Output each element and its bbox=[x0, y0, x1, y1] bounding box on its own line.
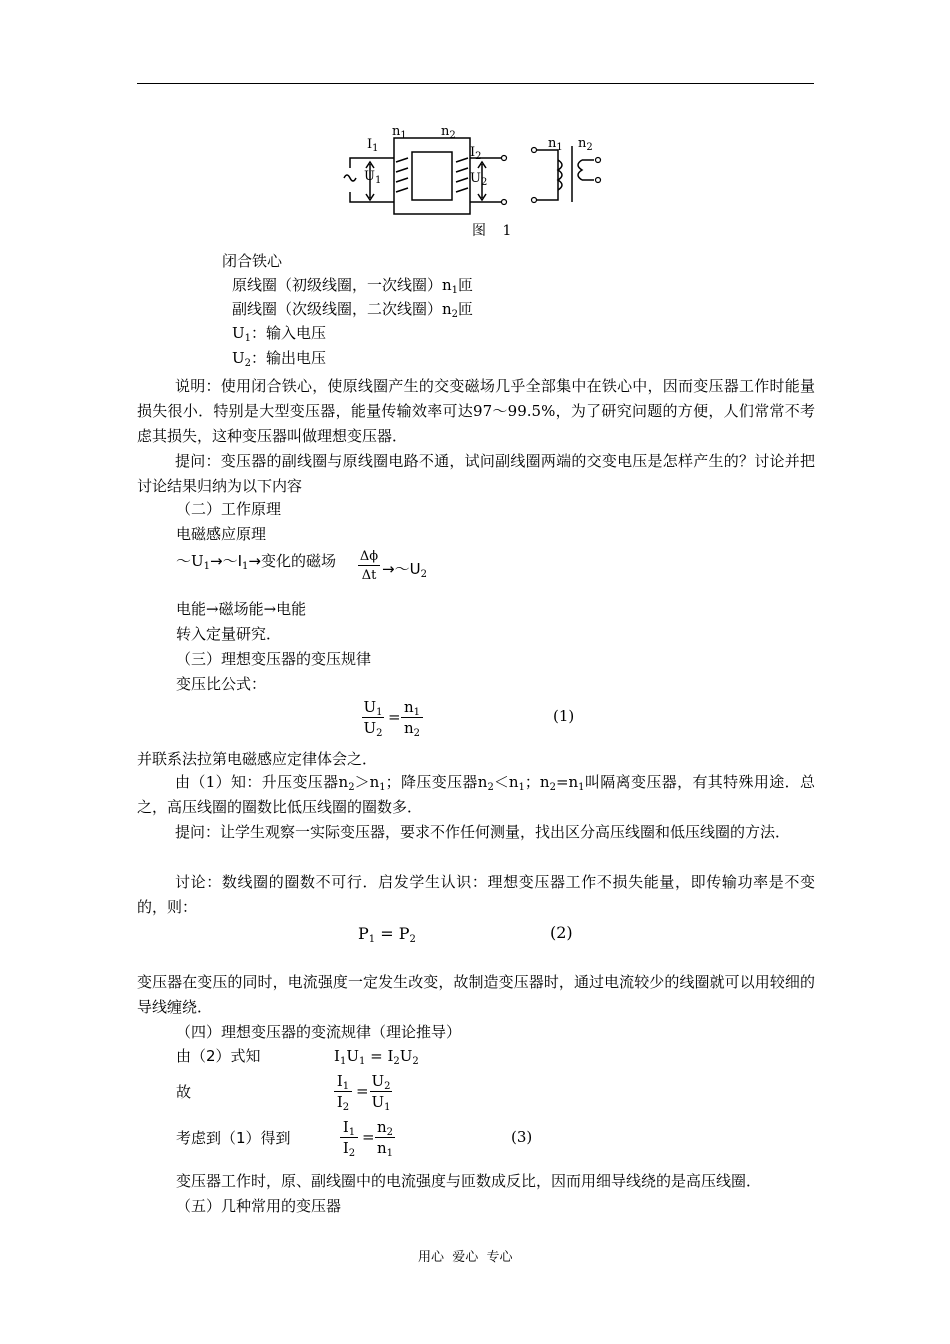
legend-u2: $U_2$：输出电压 bbox=[232, 349, 327, 369]
derivation-1-label: 由（2）式知 bbox=[176, 1047, 261, 1065]
formula-1-left: $U_1$ $U_2$ bbox=[363, 698, 383, 739]
secondary-coil bbox=[456, 158, 468, 192]
iron-core-inner bbox=[412, 152, 452, 200]
derivation-2-equals: = bbox=[356, 1082, 369, 1100]
derivation-2-right: $U_2$ $U_1$ bbox=[371, 1072, 391, 1113]
legend-primary: 原线圈（初级线圈，一次线圈）$n_1$匝 bbox=[232, 276, 474, 296]
page-footer: 用心 爱心 专心 bbox=[418, 1250, 513, 1265]
formula-1-equals: = bbox=[388, 708, 401, 726]
energy-chain: 电能→磁场能→电能 bbox=[176, 600, 307, 618]
derivation-3-label: 考虑到（1）得到 bbox=[176, 1129, 291, 1147]
heading-common-transformers: （五）几种常用的变压器 bbox=[176, 1197, 342, 1215]
paragraph-observe: 提问：让学生观察一实际变压器，要求不作任何测量，找出区分高压线圈和低压线圈的方法． bbox=[175, 823, 791, 841]
paragraph-current-change: 变压器在变压的同时，电流强度一定发生改变，故制造变压器时，通过电流较少的线圈就可以用较细的导线缠绕． bbox=[137, 973, 815, 1016]
derivation-3-right: $n_2$ $n_1$ bbox=[376, 1118, 394, 1159]
heading-principle: （二）工作原理 bbox=[176, 500, 282, 518]
label-u1: $U_1$ bbox=[364, 169, 382, 186]
derivation-3-tag: (3) bbox=[511, 1128, 533, 1146]
paragraph-step-up: 由（1）知：升压变压器$n_2>n_1$；降压变压器$n_2<n_1$；$n_2=n_1$叫隔离变压器，有其特殊用途．总之，高压线圈的圈数比低压线圈的圈数多． bbox=[137, 773, 815, 816]
formula-2: $P_1 = P_2$ bbox=[358, 924, 416, 945]
heading-current-rule: （四）理想变压器的变流规律（理论推导） bbox=[176, 1023, 462, 1041]
paragraph-question: 提问：变压器的副线圈与原线圈电路不通，试问副线圈两端的交变电压是怎样产生的？讨论并把讨论结果归纳为以下内容 bbox=[137, 452, 815, 495]
derivation-3-left: $I_1$ $I_2$ bbox=[340, 1120, 358, 1156]
label-schematic-n2: $n_2$ bbox=[578, 136, 593, 153]
derivation-1: $I_1U_1 = I_2U_2$ bbox=[334, 1047, 419, 1067]
formula-1-right: $n_1$ $n_2$ bbox=[401, 700, 423, 736]
label-n1: $n_1$ bbox=[392, 124, 407, 141]
ratio-formula-label: 变压比公式： bbox=[176, 675, 267, 693]
ac-source bbox=[344, 175, 356, 181]
primary-coil bbox=[396, 158, 408, 192]
label-i2: $I_2$ bbox=[470, 145, 482, 162]
label-schematic-n1: $n_1$ bbox=[548, 136, 563, 153]
derivation-3-equals: = bbox=[362, 1128, 375, 1146]
legend-u1: $U_1$：输入电压 bbox=[232, 324, 327, 344]
schematic-primary bbox=[536, 150, 558, 200]
heading-voltage-rule: （三）理想变压器的变压规律 bbox=[176, 650, 372, 668]
legend-secondary: 副线圈（次级线圈，二次线圈）$n_2$匝 bbox=[232, 300, 474, 320]
quantitative-study: 转入定量研究． bbox=[176, 625, 282, 643]
induction-principle: 电磁感应原理 bbox=[176, 525, 267, 543]
induction-chain: $\sim U_1\to\sim I_1\to$变化的磁场 bbox=[176, 552, 336, 572]
paragraph-inverse-ratio: 变压器工作时，原、副线圈中的电流强度与匝数成反比，因而用细导线绕的是高压线圈． bbox=[176, 1172, 762, 1190]
derivation-2-left: $I_1$ $I_2$ bbox=[334, 1074, 352, 1110]
derivation-2-label: 故 bbox=[176, 1083, 192, 1101]
schematic-secondary-coil bbox=[578, 160, 582, 180]
schematic-secondary-wires bbox=[582, 160, 594, 180]
faraday-link: 并联系法拉第电磁感应定律体会之． bbox=[137, 750, 378, 768]
label-n2: $n_2$ bbox=[441, 124, 456, 141]
header-rule bbox=[137, 83, 814, 84]
figure-caption: 图 1 bbox=[472, 223, 518, 239]
formula-2-tag: (2) bbox=[550, 923, 573, 942]
formula-1-tag: (1) bbox=[553, 707, 575, 725]
label-i1: $I_1$ bbox=[367, 137, 379, 154]
paragraph-discussion: 讨论：数线圈的圈数不可行．启发学生认识：理想变压器工作不损失能量，即传输功率是不变的，则： bbox=[137, 873, 815, 916]
induction-chain-end: $\to\sim U_2$ bbox=[382, 560, 427, 580]
flux-fraction: Δϕ Δt bbox=[359, 549, 379, 583]
iron-core-outer bbox=[394, 138, 470, 214]
label-u2: $U_2$ bbox=[470, 171, 488, 188]
paragraph-explanation: 说明：使用闭合铁心，使原线圈产生的交变磁场几乎全部集中在铁心中，因而变压器工作时能量损失很小．特别是大型变压器，能量传输效率可达97～99.5%，为了研究问题的方便，人们常常不考虑其损失，这种变压器叫做理想变压器． bbox=[137, 377, 815, 445]
legend-core: 闭合铁心 bbox=[222, 252, 283, 270]
